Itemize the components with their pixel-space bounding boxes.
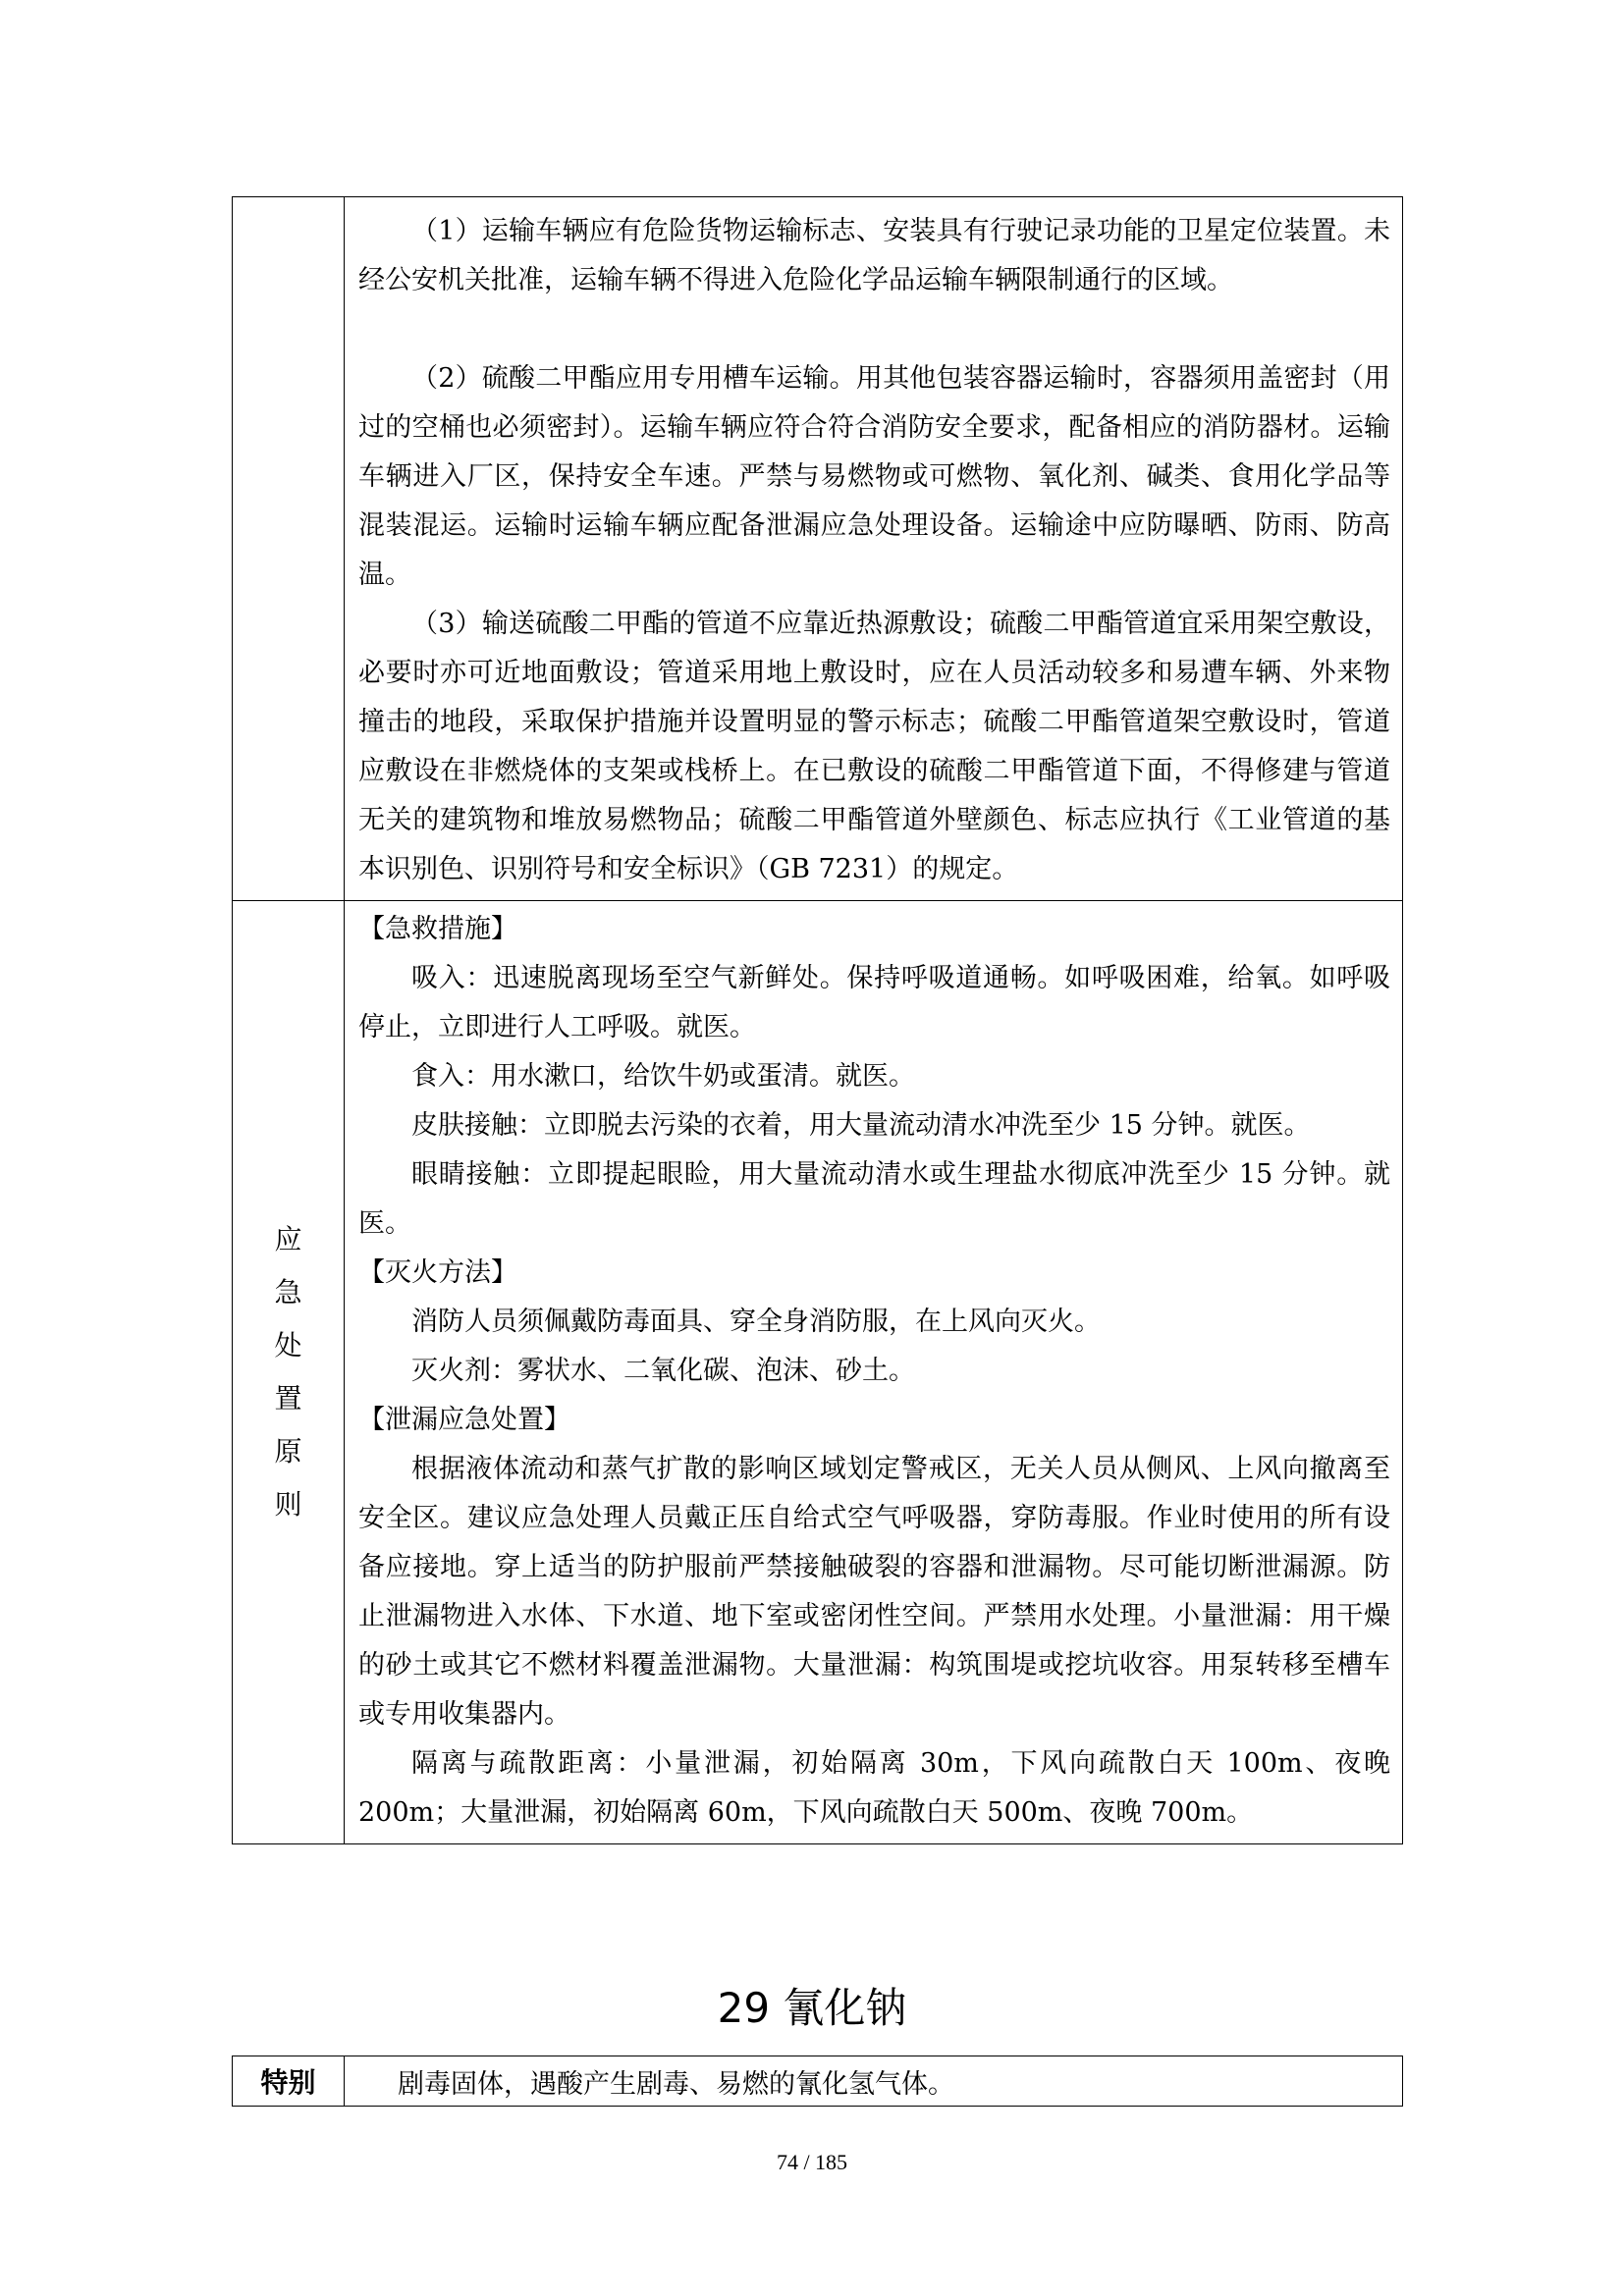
transport-paragraph-1: （1）运输车辆应有危险货物运输标志、安装具有行驶记录功能的卫星定位装置。未经公安机关批准，运输车辆不得进入危险化学品运输车辆限制通行的区域。 <box>358 216 1390 295</box>
transport-paragraph-3: （3）输送硫酸二甲酯的管道不应靠近热源敷设；硫酸二甲酯管道宜采用架空敷设，必要时亦可近地面敷设；管道采用地上敷设时，应在人员活动较多和易遭车辆、外来物撞击的地段，采取保护措施并设置明显的警示标志；硫酸二甲酯管道架空敷设时，管道应敷设在非燃烧体的支架或栈桥上。在已敷设的硫酸二甲酯管道下面，不得修建与管道无关的建筑物和堆放易燃物品；硫酸二甲酯管道外壁颜色、标志应执行《工业管道的基本识别色、识别符号和安全标识》（GB 7231）的规定。 <box>358 609 1390 884</box>
fire-heading: 【灭火方法】 <box>358 1257 517 1288</box>
transport-row <box>233 197 1403 901</box>
emergency-content-cell <box>345 901 1403 1844</box>
first-aid-eyes: 眼睛接触：立即提起眼睑，用大量流动清水或生理盐水彻底冲洗至少 15 分钟。就医。 <box>358 1159 1390 1239</box>
leak-disposal-2: 隔离与疏散距离：小量泄漏，初始隔离 30m，下风向疏散白天 100m、夜晚 200m；大量泄漏，初始隔离 60m，下风向疏散白天 500m、夜晚 700m。 <box>358 1748 1390 1828</box>
special-text: 剧毒固体，遇酸产生剧毒、易燃的氰化氢气体。 <box>345 2056 1403 2107</box>
fire-method-2: 灭火剂：雾状水、二氧化碳、泡沫、砂土。 <box>411 1356 915 1386</box>
transport-content-cell <box>345 197 1403 901</box>
special-label: 特别 <box>233 2056 345 2107</box>
fire-method-1: 消防人员须佩戴防毒面具、穿全身消防服，在上风向灭火。 <box>411 1307 1101 1337</box>
page-number: 74 / 185 <box>776 2150 848 2174</box>
special-row <box>233 2056 1403 2107</box>
transport-label-cell <box>233 197 345 901</box>
section-table <box>232 2056 1403 2107</box>
content-table <box>232 196 1403 1844</box>
leak-heading: 【泄漏应急处置】 <box>358 1405 570 1435</box>
first-aid-ingestion: 食入：用水漱口，给饮牛奶或蛋清。就医。 <box>411 1061 915 1092</box>
first-aid-heading: 【急救措施】 <box>358 914 517 944</box>
leak-disposal-1: 根据液体流动和蒸气扩散的影响区域划定警戒区，无关人员从侧风、上风向撤离至安全区。建议应急处理人员戴正压自给式空气呼吸器，穿防毒服。作业时使用的所有设备应接地。穿上适当的防护服前严禁接触破裂的容器和泄漏物。尽可能切断泄漏源。防止泄漏物进入水体、下水道、地下室或密闭性空间。严禁用水处理。小量泄漏：用干燥的砂土或其它不燃材料覆盖泄漏物。大量泄漏：构筑围堤或挖坑收容。用泵转移至槽车或专用收集器内。 <box>358 1454 1390 1730</box>
transport-paragraph-2: （2）硫酸二甲酯应用专用槽车运输。用其他包装容器运输时，容器须用盖密封（用过的空桶也必须密封）。运输车辆应符合符合消防安全要求，配备相应的消防器材。运输车辆进入厂区，保持安全车速。严禁与易燃物或可燃物、氧化剂、碱类、食用化学品等混装混运。运输时运输车辆应配备泄漏应急处理设备。运输途中应防曝晒、防雨、防高温。 <box>358 363 1390 590</box>
emergency-row <box>233 901 1403 1844</box>
first-aid-inhalation: 吸入：迅速脱离现场至空气新鲜处。保持呼吸道通畅。如呼吸困难，给氧。如呼吸停止，立即进行人工呼吸。就医。 <box>358 963 1390 1042</box>
first-aid-skin: 皮肤接触：立即脱去污染的衣着，用大量流动清水冲洗至少 15 分钟。就医。 <box>411 1110 1311 1141</box>
emergency-label: 应急处置原则 <box>274 1223 302 1521</box>
emergency-label-cell <box>233 901 345 1844</box>
section-title: 29 氰化钠 <box>717 1984 907 2032</box>
